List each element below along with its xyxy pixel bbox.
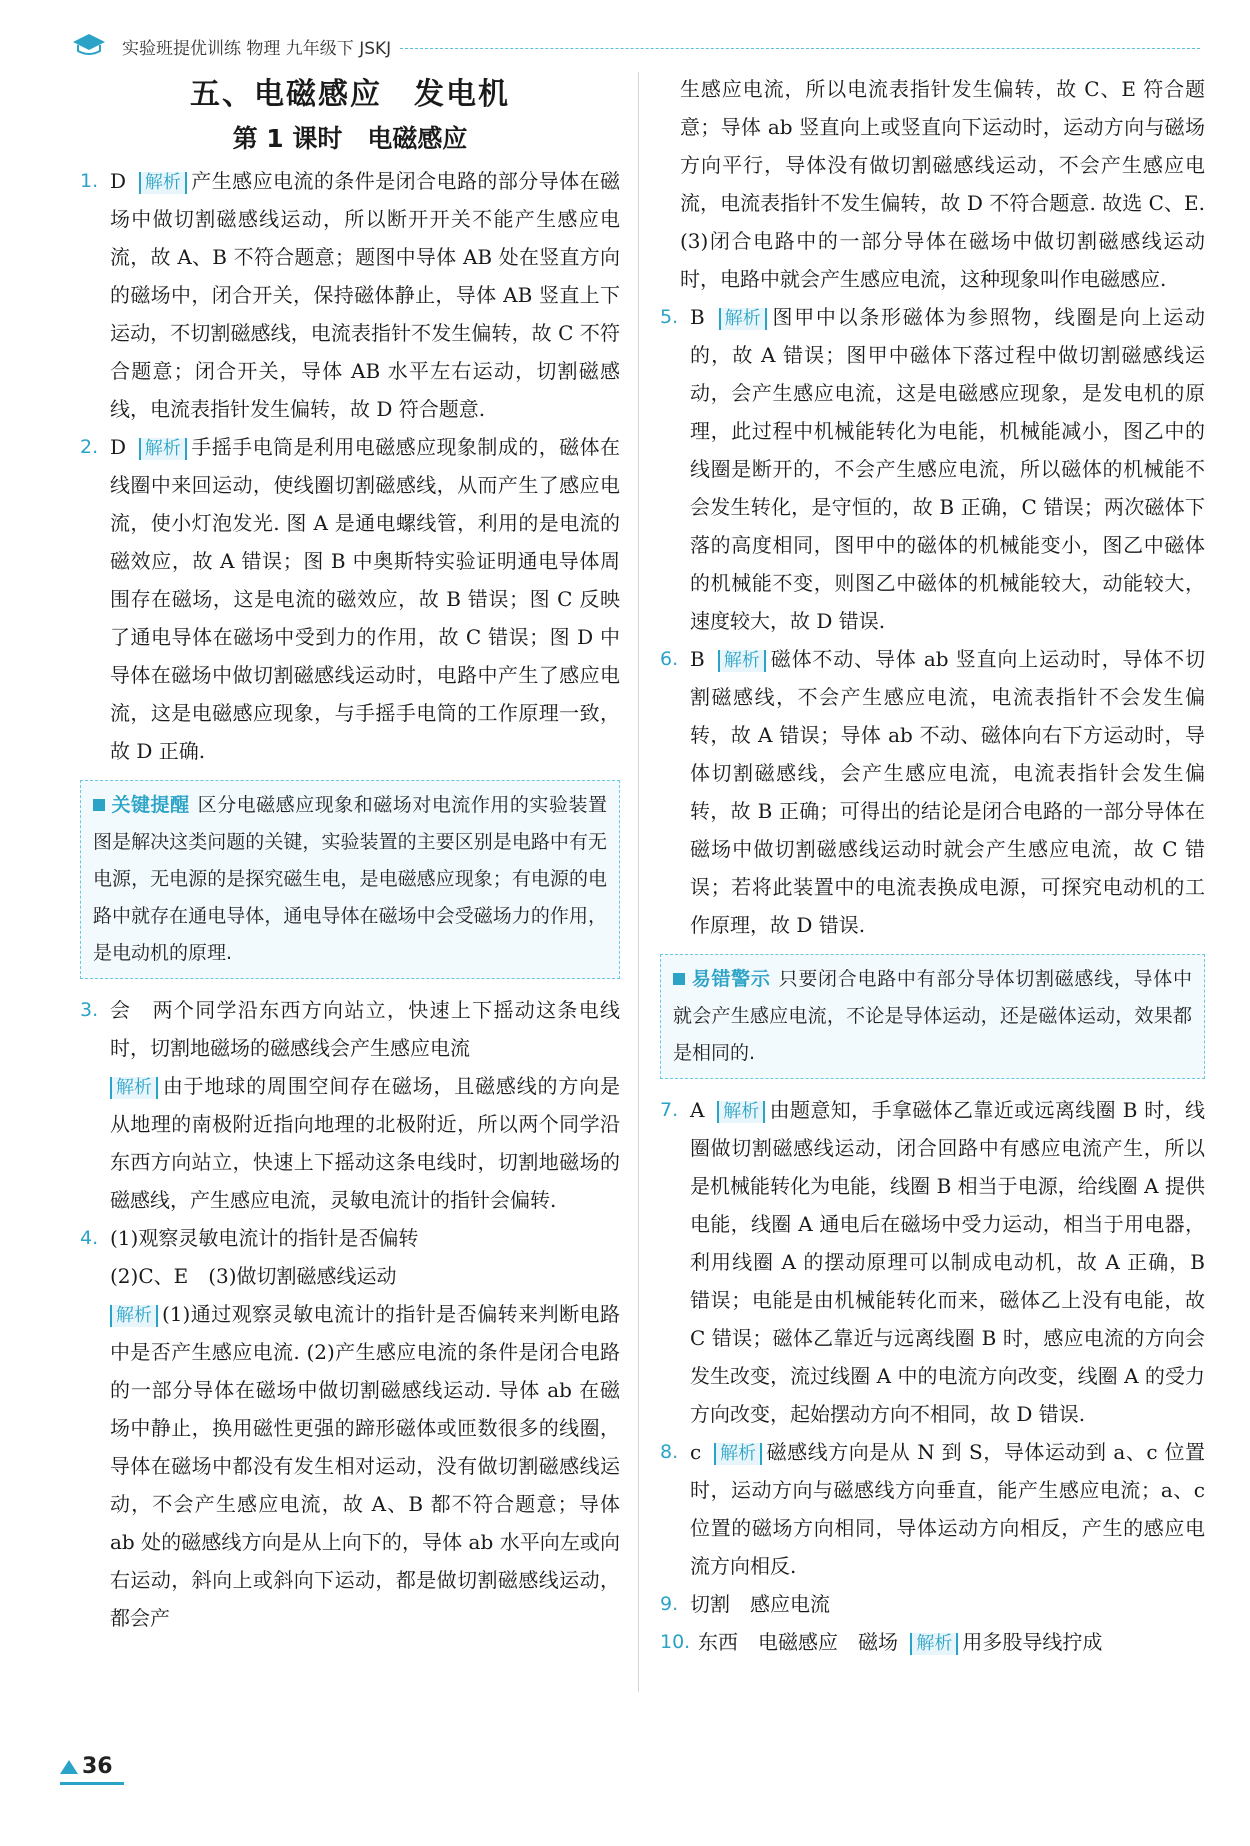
answer: 切割 感应电流 [690,1592,830,1616]
error-warning-box [660,954,1205,1079]
answer: A [690,1098,705,1122]
analysis-tag: 解析 [139,438,187,460]
analysis-tag: 解析 [718,650,766,672]
item-number: 3. [80,999,99,1021]
page-number-underline [60,1782,124,1785]
answer-item-4 [80,1219,620,1637]
analysis-text: 手摇手电筒是利用电磁感应现象制成的，磁体在线圈中来回运动，使线圈切割磁感线，从而产生了感应电流，使小灯泡发光. 图 A 是通电螺线管，利用的是电流的磁效应，故 A 错误；图 B 中奥斯特实验证明通电导体周围存在磁场，这是电流的磁效应，故 B 错误；图 C 反映了通电导体在磁场中受到力的作用，故 C 错误；图 D 中导体在磁场中做切割磁感线运动时，电路中产生了感应电流，这是电磁感应现象，与手摇手电筒的工作原理一致，故 D 正确. [110,435,621,763]
analysis-text: 由于地球的周围空间存在磁场，且磁感线的方向是从地理的南极附近指向地理的北极附近，所以两个同学沿东西方向站立，快速上下摇动这条电线时，切割地磁场的磁感线，产生感应电流，灵敏电流计的指针会偏转. [110,1074,620,1212]
answer-line-2: (2)C、E (3)做切割磁感线运动 [110,1264,397,1288]
analysis-text: 由题意知，手拿磁体乙靠近或远离线圈 B 时，线圈做切割磁感线运动，闭合回路中有感应电流产生，所以是机械能转化为电能，线圈 B 相当于电源，给线圈 A 提供电能，线圈 A 通电后在磁场中受力运动，相当于用电器，利用线圈 A 的摆动原理可以制成电动机，故 A 正确，B 错误；电能是由机械能转化而来，磁体乙上没有电能，故 C 错误；磁体乙靠近与远离线圈 B 时，感应电流的方向会发生改变，流过线圈 A 中的电流方向改变，线圈 A 的受力方向改变，起始摆动方向不相同，故 D 错误. [690,1098,1205,1426]
right-column [660,70,1205,1661]
key-tip-box [80,780,620,979]
tip-label: 关键提醒 [93,794,190,816]
answer-item-4-continued [660,70,1205,298]
analysis-text: 磁感线方向是从 N 到 S，导体运动到 a、c 位置时，运动方向与磁感线方向垂直，能产生感应电流；a、c 位置的磁场方向相同，导体运动方向相反，产生的感应电流方向相反. [690,1440,1205,1578]
tip-text: 只要闭合电路中有部分导体切割磁感线，导体中就会产生感应电流，不论是导体运动，还是磁体运动，效果都是相同的. [673,968,1192,1064]
header-text: 实验班提优训练 物理 九年级下 JSKJ [122,39,392,59]
analysis-text: 图甲中以条形磁体为参照物，线圈是向上运动的，故 A 错误；图甲中磁体下落过程中做切割磁感线运动，会产生感应电流，这是电磁感应现象，是发电机的原理，此过程中机械能转化为电能，机械能减小，图乙中的线圈是断开的，不会产生感应电流，所以磁体的机械能不会发生转化，是守恒的，故 B 正确，C 错误；两次磁体下落的高度相同，图甲中的磁体的机械能变小，图乙中磁体的机械能不变，则图乙中磁体的机械能较大，动能较大，速度较大，故 D 错误. [690,305,1206,633]
answer: B [690,305,705,329]
analysis-tag: 解析 [717,1101,765,1123]
analysis-tag: 解析 [139,172,187,194]
item-number: 7. [660,1099,679,1121]
item-number: 4. [80,1227,99,1249]
book-logo-icon [70,30,108,56]
chapter-title: 五、电磁感应 发电机 [190,77,510,112]
item-number: 8. [660,1441,679,1463]
answer-item-2 [80,428,620,770]
answer: D [110,169,127,193]
page-number [60,1752,116,1784]
header-rule [400,48,1200,49]
analysis-tag: 解析 [714,1443,762,1465]
analysis-block [110,1067,620,1219]
answer-item-5 [660,298,1205,640]
left-column [80,70,620,1637]
answer-item-10 [660,1623,1205,1661]
analysis-text: 生感应电流，所以电流表指针发生偏转，故 C、E 符合题意；导体 ab 竖直向上或竖直向下运动时，运动方向与磁场方向平行，导体没有做切割磁感线运动，不会产生感应电流，电流表指针不发生偏转，故 D 不符合题意. 故选 C、E. (3)闭合电路中的一部分导体在磁场中做切割磁感线运动时，电路中就会产生感应电流，这种现象叫作电磁感应. [680,77,1205,291]
analysis-tag: 解析 [719,308,767,330]
analysis-text: (1)通过观察灵敏电流计的指针是否偏转来判断电路中是否产生感应电流. (2)产生感应电流的条件是闭合电路的一部分导体在磁场中做切割磁感线运动. 导体 ab 在磁场中静止，换用磁性更强的蹄形磁体或匝数很多的线圈，导体在磁场中都没有发生相对运动，没有做切割磁感线运动，不会产生感应电流，故 A、B 都不符合题意；导体 ab 处的磁感线方向是从上向下的，导体 ab 水平向左或向右运动，斜向上或斜向下运动，都是做切割磁感线运动，都会产 [110,1302,620,1630]
answer: B [690,647,705,671]
page-header [60,22,1200,62]
answer-item-6 [660,640,1205,944]
answer-item-1 [80,162,620,428]
item-number: 10. [660,1631,691,1653]
answer: c [690,1440,702,1464]
answer: 会 两个同学沿东西方向站立，快速上下摇动这条电线时，切割地磁场的磁感线会产生感应电流 [110,998,620,1060]
column-divider [638,72,639,1692]
answer-item-9 [660,1585,1205,1623]
answer: 东西 电磁感应 磁场 [698,1630,898,1654]
item-number: 5. [660,306,679,328]
analysis-tag: 解析 [110,1077,158,1099]
item-number: 6. [660,648,679,670]
answer: D [110,435,127,459]
triangle-icon [60,1760,78,1774]
item-number: 9. [660,1593,679,1615]
item-number: 1. [80,170,99,192]
analysis-tag: 解析 [110,1305,158,1327]
item-number: 2. [80,436,99,458]
analysis-text: 用多股导线拧成 [962,1630,1103,1654]
page-number-text: 36 [82,1754,113,1779]
lesson-title: 第 1 课时 电磁感应 [232,124,468,153]
tip-text: 区分电磁感应现象和磁场对电流作用的实验装置图是解决这类问题的关键，实验装置的主要区别是电路中有无电源，无电源的是探究磁生电，是电磁感应现象；有电源的电路中就存在通电导体，通电导体在磁场中会受磁场力的作用，是电动机的原理. [93,794,607,964]
answer-line-1: (1)观察灵敏电流计的指针是否偏转 [110,1226,419,1250]
answer-item-7 [660,1091,1205,1433]
analysis-tag: 解析 [910,1633,958,1655]
analysis-text: 磁体不动、导体 ab 竖直向上运动时，导体不切割磁感线，不会产生感应电流，电流表指针不会发生偏转，故 A 错误；导体 ab 不动、磁体向右下方运动时，导体切割磁感线，会产生感应电流，电流表指针会发生偏转，故 B 正确；可得出的结论是闭合电路的一部分导体在磁场中做切割磁感线运动时就会产生感应电流，故 C 错误；若将此装置中的电流表换成电源，可探究电动机的工作原理，故 D 错误. [690,647,1205,937]
analysis-block [110,1295,620,1637]
answer-item-3 [80,991,620,1219]
analysis-text: 产生感应电流的条件是闭合电路的部分导体在磁场中做切割磁感线运动，所以断开开关不能产生感应电流，故 A、B 不符合题意；题图中导体 AB 处在竖直方向的磁场中，闭合开关，保持磁体静止，导体 AB 竖直上下运动，不切割磁感线，电流表指针不发生偏转，故 C 不符合题意；闭合开关，导体 AB 水平左右运动，切割磁感线，电流表指针发生偏转，故 D 符合题意. [110,169,621,421]
answer-item-8 [660,1433,1205,1585]
tip-label: 易错警示 [673,968,771,990]
